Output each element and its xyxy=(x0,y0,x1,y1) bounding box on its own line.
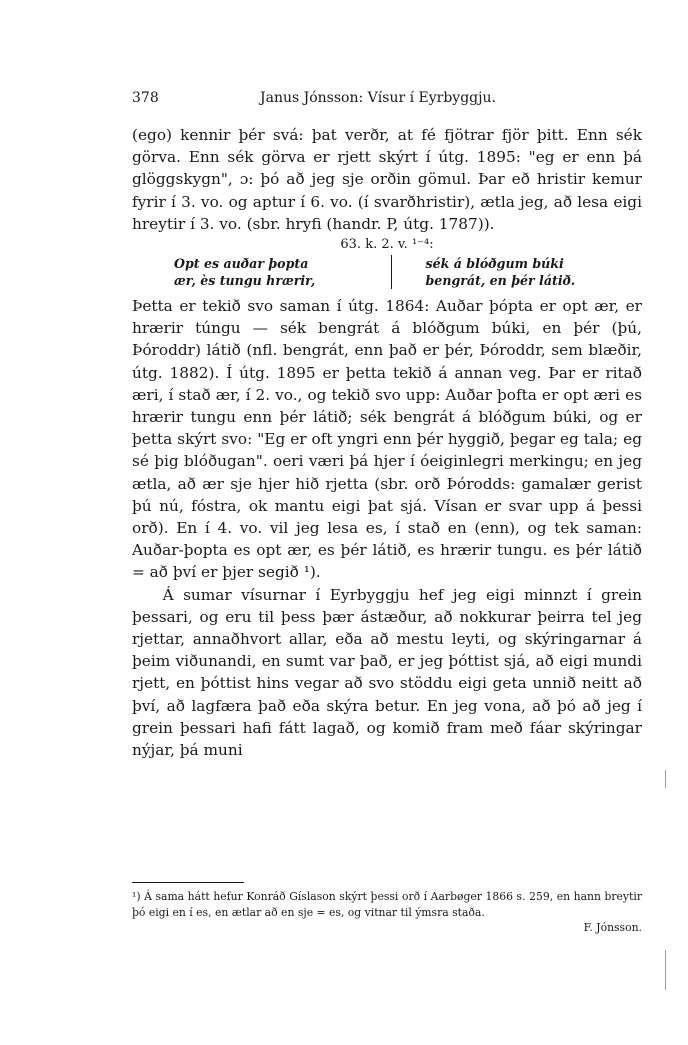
margin-mark xyxy=(665,950,666,990)
page-header xyxy=(132,90,640,112)
footnote-signature: F. Jónsson. xyxy=(583,921,642,934)
verse-block xyxy=(132,255,642,289)
margin-mark xyxy=(665,770,666,788)
footnote xyxy=(132,889,642,936)
verse-line: Opt es auðar þopta xyxy=(174,256,309,272)
verse-line: sék á blóðgum búki xyxy=(425,256,564,272)
page-number: 378 xyxy=(132,90,159,106)
verse-left-half xyxy=(132,255,391,289)
main-text xyxy=(132,124,642,761)
paragraph-1: (ego) kennir þér svá: þat verðr, at fé fjötrar fjör þitt. Enn sék görva. Enn sék görva er rjett skýrt í útg. 1895: "eg er enn þá glöggskygn", ɔ: þó að jeg sje orðin gömul. Þar eð hristir kemur fyrir í 3. vo. og aptur í 6. vo. (í svarðhristir), ætla jeg, að lesa eigi hreytir í 3. vo. (sbr. hryfi (handr. P, útg. 1787)). xyxy=(132,126,642,233)
footnote-rule xyxy=(132,882,244,883)
footnote-text: ¹) Á sama hátt hefur Konráð Gíslason skýrt þessi orð í Aarbøger 1866 s. 259, en hann breytir þó eigi en í es, en ætlar að en sje = es, og vitnar til ýmsra staða. xyxy=(132,890,642,919)
running-title: Janus Jónsson: Vísur í Eyrbyggju. xyxy=(260,90,496,106)
verse-divider xyxy=(391,255,392,289)
verse-right-half xyxy=(412,255,643,289)
verse-line: bengrát, en þér látið. xyxy=(425,273,576,289)
verse-heading: 63. k. 2. v. ¹⁻⁴: xyxy=(340,237,434,253)
paragraph-3: Á sumar vísurnar í Eyrbyggju hef jeg eigi minnzt í grein þessari, og eru til þess þær ástæður, að nokkurar þeirra tel jeg rjettar, annaðhvort allar, eða að mestu leyti, og skýringarnar á þeim viðunandi, en sumt var það, er jeg þóttist sjá, að eigi mundi rjett, en þóttist hins vegar að svo stöddu eigi geta unnið neitt að því, að lagfæra það eða skýra betur. En jeg vona, að þó að jeg í grein þessari hafi fátt lagað, og komið fram með fáar skýringar nýjar, þá muni xyxy=(132,585,642,760)
verse-line: ær, ès tungu hrærir, xyxy=(174,273,316,289)
paragraph-2: Þetta er tekið svo saman í útg. 1864: Auðar þópta er opt ær, er hrærir túngu — sék bengrát á blóðgum búki, en þér (þú, Þóroddr) látið (nfl. bengrát, enn það er þér, Þóroddr, sem blæðir, útg. 1882). Í útg. 1895 er þetta tekið á annan veg. Þar er ritað æri, í stað ær, í 2. vo., og tekið svo upp: Auðar þofta er opt æri es hrærir tungu enn þér látið; sék bengrát á blóðgum búki, og er þetta skýrt svo: "Eg er oft yngri enn þér hyggið, þegar eg tala; eg sé þig blóðugan". oeri væri þá hjer í óeiginlegri merkingu; en jeg ætla, að ær sje hjer hið rjetta (sbr. orð Þórodds: gamalær gerist þú nú, fóstra, ok mantu eigi þat sjá. Vísan er svar upp á þessi orð). En í 4. vo. vil jeg lesa es, í stað en (enn), og tek saman: Auðar-þopta es opt ær, es þér látið, es hrærir tungu. es þér látið = að því er þjer segið ¹). xyxy=(132,297,642,582)
